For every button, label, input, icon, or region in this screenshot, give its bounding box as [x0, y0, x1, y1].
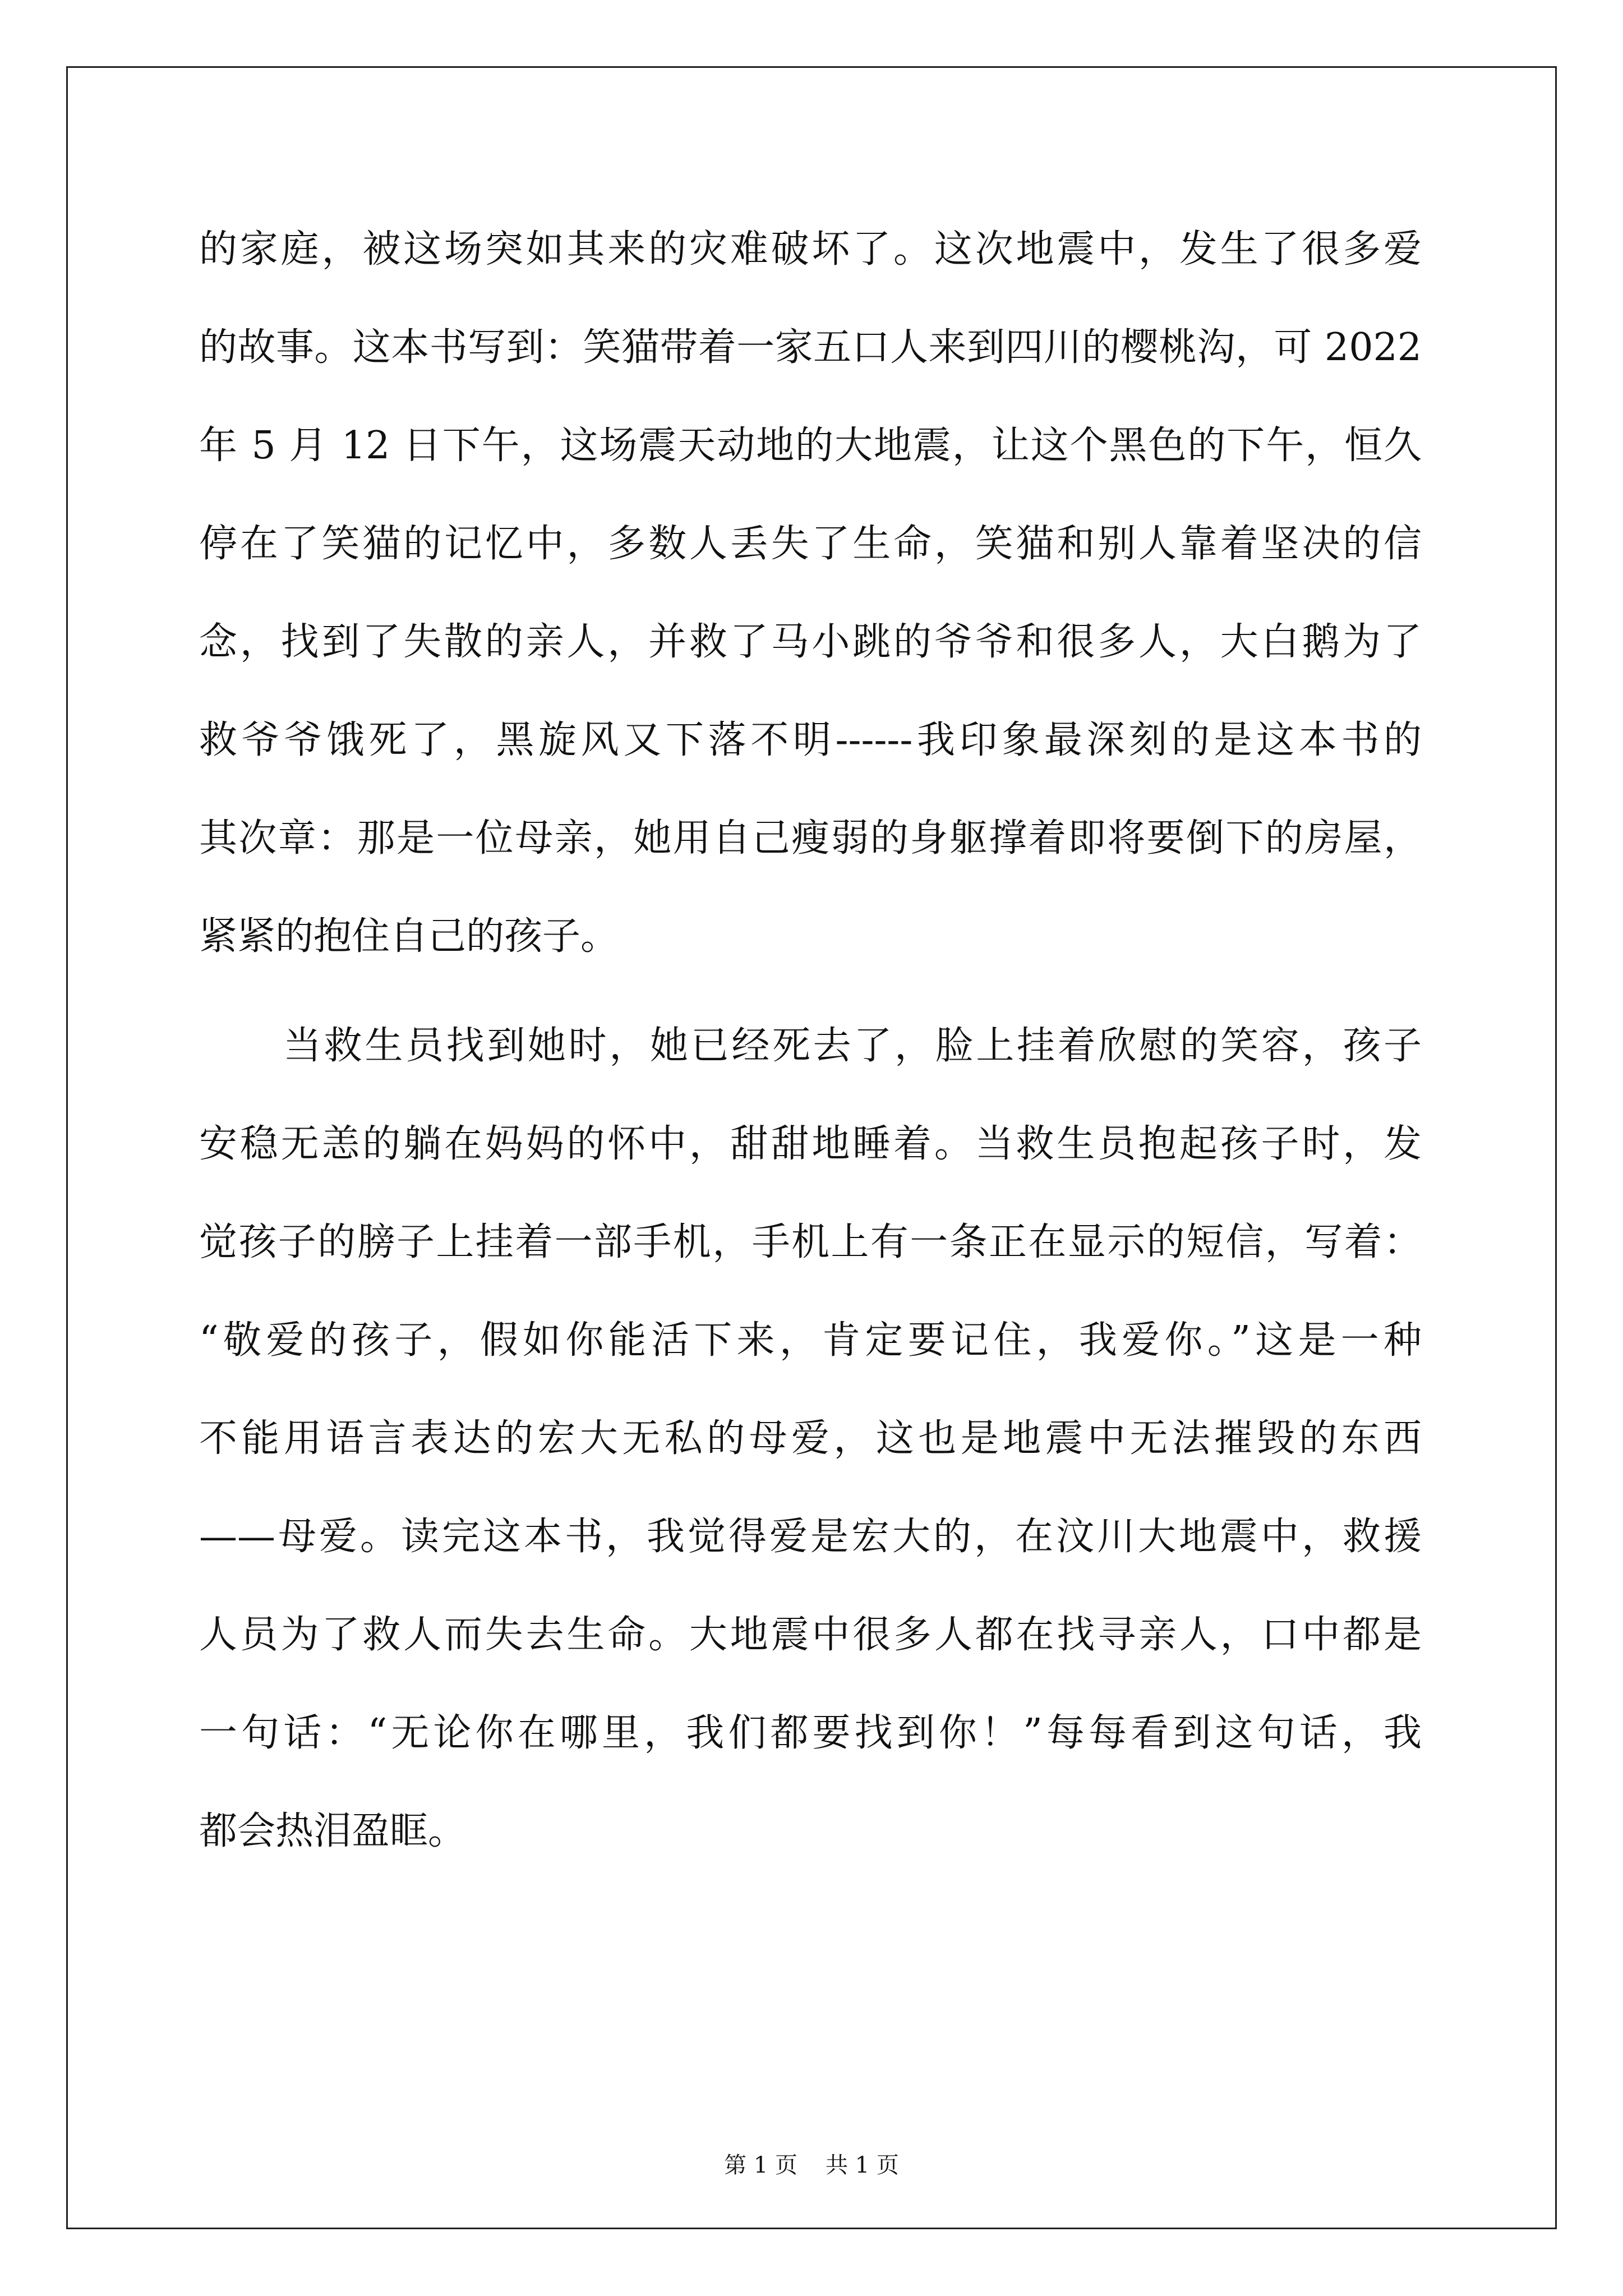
text-line: 觉孩子的膀子上挂着一部手机，手机上有一条正在显示的短信，写着： — [199, 1220, 1422, 1264]
text-line: 当救生员找到她时，她已经死去了，脸上挂着欣慰的笑容，孩子 — [283, 1024, 1422, 1068]
page-footer — [0, 2151, 1623, 2179]
text-line: 一句话：“无论你在哪里，我们都要找到你！”每每看到这句话，我 — [199, 1711, 1422, 1755]
document-body — [199, 210, 1422, 1890]
text-line: “敬爱的孩子，假如你能活下来，肯定要记住，我爱你。”这是一种 — [199, 1318, 1422, 1363]
text-line: 都会热泪盈眶。 — [199, 1809, 467, 1853]
text-line: 人员为了救人而失去生命。大地震中很多人都在找寻亲人，口中都是 — [199, 1613, 1422, 1657]
text-line: 其次章：那是一位母亲，她用自己瘦弱的身躯撑着即将要倒下的房屋， — [199, 816, 1422, 861]
text-line: 不能用语言表达的宏大无私的母爱，这也是地震中无法摧毁的东西 — [199, 1416, 1422, 1461]
page-total: 共 1 页 — [826, 2152, 899, 2178]
text-line: 念，找到了失散的亲人，并救了马小跳的爷爷和很多人，大白鹅为了 — [199, 620, 1422, 664]
paragraph-gap — [199, 996, 1422, 1007]
text-line: 紧紧的抱住自己的孩子。 — [199, 914, 619, 959]
text-line: 年 5 月 12 日下午，这场震天动地的大地震，让这个黑色的下午，恒久 — [199, 424, 1422, 468]
text-line: ——母爱。读完这本书，我觉得爱是宏大的，在汶川大地震中，救援 — [199, 1515, 1422, 1559]
page-number: 第 1 页 — [724, 2152, 797, 2178]
text-line: 救爷爷饿死了，黑旋风又下落不明------我印象最深刻的是这本书的 — [199, 718, 1422, 762]
text-line: 的故事。这本书写到：笑猫带着一家五口人来到四川的樱桃沟，可 2022 — [199, 325, 1422, 370]
text-line: 的家庭，被这场突如其来的灾难破坏了。这次地震中，发生了很多爱 — [199, 227, 1422, 272]
paragraph — [199, 1007, 1422, 1890]
text-line: 安稳无恙的躺在妈妈的怀中，甜甜地睡着。当救生员抱起孩子时，发 — [199, 1122, 1422, 1166]
text-line: 停在了笑猫的记忆中，多数人丢失了生命，笑猫和别人靠着坚决的信 — [199, 522, 1422, 566]
paragraph — [199, 210, 1422, 996]
